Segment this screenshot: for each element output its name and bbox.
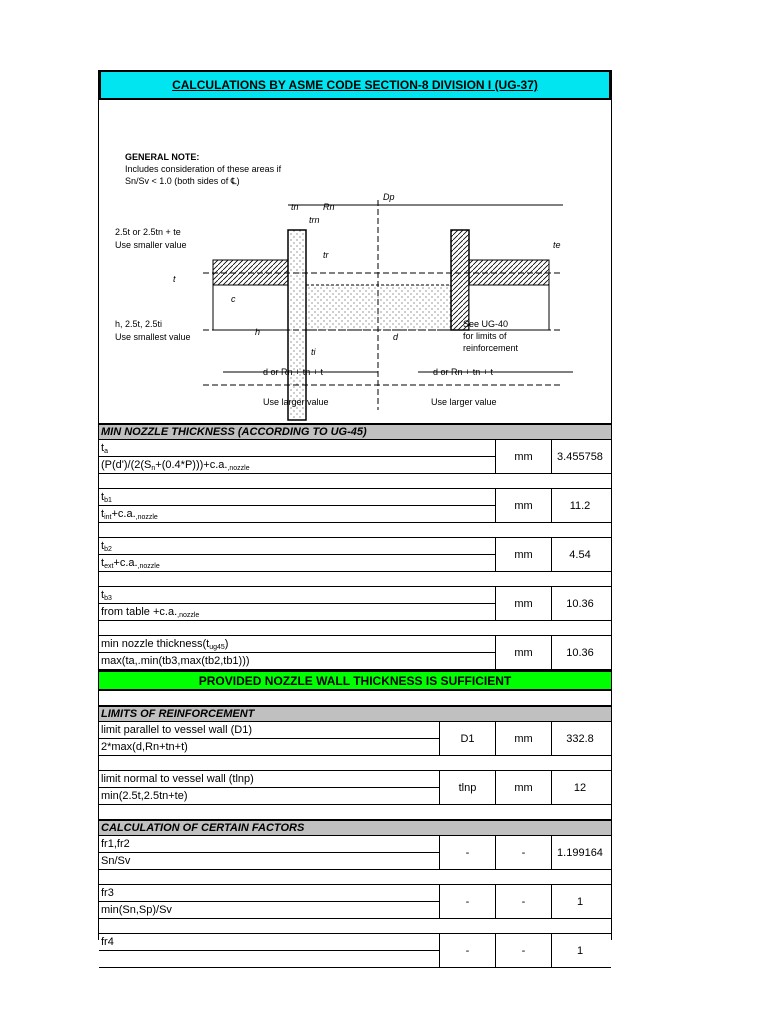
value-cell: 10.36: [566, 597, 594, 610]
note-text: Use smallest value: [115, 332, 191, 342]
value-cell: 332.8: [566, 732, 594, 745]
dim-label: Rn: [323, 202, 335, 212]
note-text: Use larger value: [431, 397, 497, 407]
note-text: 2.5t or 2.5tn + te: [115, 227, 181, 237]
value-cell: 4.54: [569, 548, 591, 561]
unit-cell: mm: [496, 636, 552, 669]
symbol-cell: -: [440, 836, 496, 869]
dim-label: trn: [309, 215, 320, 225]
unit-cell: mm: [496, 587, 552, 620]
value-cell: 1: [576, 944, 584, 957]
table-row: fr1,fr2 Sn/Sv - - 1.199164: [99, 836, 611, 870]
note-text: Sn/Sv < 1.0 (both sides of ℄): [125, 176, 240, 186]
table-row: $t_{b2}$ $t_{ext}+c.a._{,nozzle}$ mm 4.54: [99, 538, 611, 572]
symbol-cell: D1: [440, 722, 496, 755]
table-row: min nozzle $thickness(t_{ug45})$ max(ta,.min(tb3,max(tb2,tb1))) mm 10.36: [99, 636, 611, 670]
note-text: Use larger value: [263, 397, 329, 407]
section-heading: CALCULATION OF CERTAIN FACTORS: [99, 820, 611, 836]
note-text: d or Rn + tn + t: [263, 367, 324, 377]
dim-label: te: [553, 240, 561, 250]
table-row: limit parallel to vessel wall (D1) 2*max(d,Rn+tn+t) D1 mm 332.8: [99, 722, 611, 756]
table-row: $t_{b3}$ from table $+c.a._{,nozzle}$ mm 10.36: [99, 587, 611, 621]
note-text: for limits of: [463, 331, 507, 341]
table-row: fr3 min(Sn,Sp)/Sv - - 1: [99, 885, 611, 919]
symbol-cell: -: [440, 934, 496, 967]
nozzle-diagram: [99, 100, 611, 424]
symbol-cell: tlnp: [440, 771, 496, 804]
dim-label: Dp: [383, 192, 395, 202]
dim-label: d: [393, 332, 399, 342]
unit-cell: mm: [496, 722, 552, 755]
section-heading: LIMITS OF REINFORCEMENT: [99, 706, 611, 722]
value-cell: 1: [576, 895, 584, 908]
note-text: Use smaller value: [115, 240, 187, 250]
dim-label: tn: [291, 202, 299, 212]
note-text: Includes consideration of these areas if: [125, 164, 282, 174]
unit-cell: mm: [496, 440, 552, 473]
note-text: h, 2.5t, 2.5ti: [115, 319, 163, 329]
value-cell: 11.2: [569, 499, 591, 512]
page-title: CALCULATIONS BY ASME CODE SECTION-8 DIVISION I (UG-37): [99, 70, 611, 100]
unit-cell: mm: [496, 771, 552, 804]
unit-cell: -: [496, 934, 552, 967]
dim-label: ti: [311, 347, 316, 357]
dim-label: tr: [323, 250, 329, 260]
calculation-sheet: [98, 70, 612, 957]
unit-cell: mm: [496, 489, 552, 522]
section-heading: MIN NOZZLE THICKNESS (ACCORDING TO UG-45): [99, 424, 611, 440]
unit-cell: -: [496, 885, 552, 918]
note-text: d or Rn + tn + t: [433, 367, 494, 377]
value-cell: 12: [573, 781, 587, 794]
unit-cell: -: [496, 836, 552, 869]
dim-label: t: [173, 274, 176, 284]
dim-label: h: [255, 327, 261, 337]
status-banner: PROVIDED NOZZLE WALL THICKNESS IS SUFFICIENT: [99, 670, 611, 691]
value-cell: 1.199164: [557, 846, 603, 859]
table-row: $t_{b1}$ $t_{int}+c.a._{,nozzle}$ mm 11.2: [99, 489, 611, 523]
value-cell: 3.455758: [557, 450, 603, 463]
value-cell: 10.36: [566, 646, 594, 659]
note-text: See UG-40: [463, 319, 509, 329]
table-row: $t_a$ ($P(d')/(2(S_n+(0.4*P)))+c.a._{,nozzle}$ mm 3.455758: [99, 440, 611, 474]
symbol-cell: -: [440, 885, 496, 918]
table-row: fr4 - - 1: [99, 934, 611, 968]
table-row: limit normal to vessel wall (tlnp) min(2.5t,2.5tn+te) tlnp mm 12: [99, 771, 611, 805]
dim-label: c: [231, 294, 236, 304]
note-text: GENERAL NOTE:: [125, 152, 200, 162]
note-text: reinforcement: [463, 343, 519, 353]
unit-cell: mm: [496, 538, 552, 571]
